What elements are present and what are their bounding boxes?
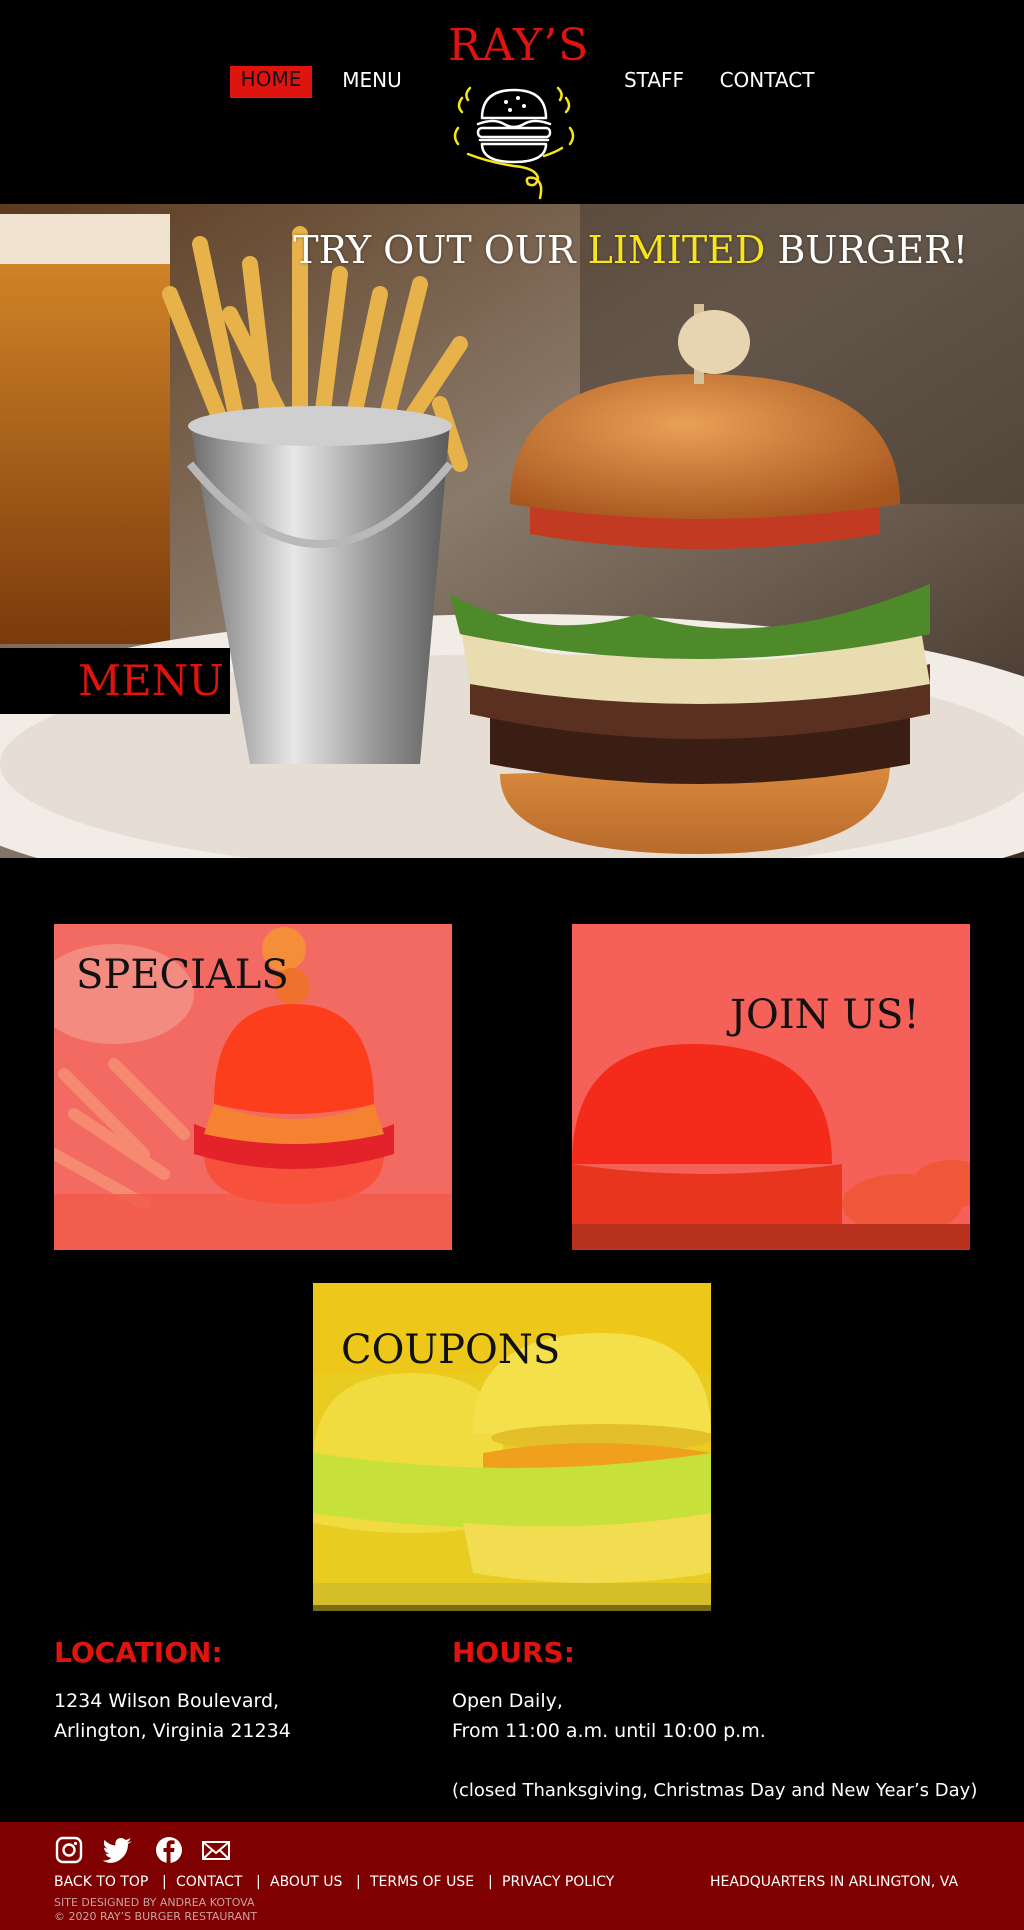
hours-line-1: Open Daily, xyxy=(452,1690,563,1712)
hours-closed-note: (closed Thanksgiving, Christmas Day and New Year’s Day) xyxy=(452,1780,978,1801)
join-burger-photo xyxy=(572,924,970,1250)
footer-back-to-top[interactable]: BACK TO TOP xyxy=(54,1874,149,1890)
footer-terms-of-use[interactable]: TERMS OF USE xyxy=(370,1874,475,1890)
logo-text: RAY’S xyxy=(448,20,590,71)
footer-separator: | xyxy=(356,1874,361,1890)
footer-contact[interactable]: CONTACT xyxy=(176,1874,243,1890)
footer-copyright: © 2020 RAY’S BURGER RESTAURANT xyxy=(54,1910,258,1923)
hero-title-suffix: BURGER! xyxy=(765,228,968,272)
footer-headquarters: HEADQUARTERS IN ARLINGTON, VA xyxy=(710,1874,959,1890)
specials-card[interactable] xyxy=(54,924,452,1250)
location-line-2: Arlington, Virginia 21234 xyxy=(54,1720,291,1742)
site-footer xyxy=(0,1822,1024,1930)
nav-menu[interactable]: MENU xyxy=(342,68,402,92)
hero-menu-label: MENU xyxy=(78,656,224,705)
coupons-label: COUPONS xyxy=(341,1327,561,1373)
nav-staff[interactable]: STAFF xyxy=(623,68,685,92)
footer-about-us[interactable]: ABOUT US xyxy=(270,1874,343,1890)
footer-privacy-policy[interactable]: PRIVACY POLICY xyxy=(502,1874,615,1890)
footer-separator: | xyxy=(488,1874,493,1890)
twitter-icon[interactable] xyxy=(102,1836,134,1864)
join-us-label: JOIN US! xyxy=(730,992,920,1038)
hero-title xyxy=(293,228,968,272)
instagram-icon[interactable] xyxy=(54,1836,84,1864)
specials-label: SPECIALS xyxy=(76,952,289,998)
coupons-card[interactable] xyxy=(313,1283,711,1611)
hero-title-highlight: LIMITED xyxy=(587,228,766,272)
hero-title-prefix: TRY OUT OUR xyxy=(293,228,588,272)
location-line-1: 1234 Wilson Boulevard, xyxy=(54,1690,280,1712)
location-heading: LOCATION: xyxy=(54,1636,223,1669)
burger-logo-icon xyxy=(448,70,580,200)
hours-heading: HOURS: xyxy=(452,1636,575,1669)
site-header xyxy=(0,0,1024,204)
footer-separator: | xyxy=(162,1874,167,1890)
hero-menu-button[interactable] xyxy=(0,648,230,714)
hero-banner xyxy=(0,204,1024,858)
hero-burger-photo xyxy=(0,204,1024,858)
footer-designer-credit: SITE DESIGNED BY ANDREA KOTOVA xyxy=(54,1896,255,1909)
hours-line-2: From 11:00 a.m. until 10:00 p.m. xyxy=(452,1720,766,1742)
join-us-card[interactable] xyxy=(572,924,970,1250)
facebook-icon[interactable] xyxy=(154,1836,184,1864)
email-icon[interactable] xyxy=(200,1836,232,1864)
nav-home[interactable]: HOME xyxy=(230,66,312,98)
footer-separator: | xyxy=(256,1874,261,1890)
rays-logo[interactable] xyxy=(448,20,590,190)
nav-contact[interactable]: CONTACT xyxy=(719,68,815,92)
